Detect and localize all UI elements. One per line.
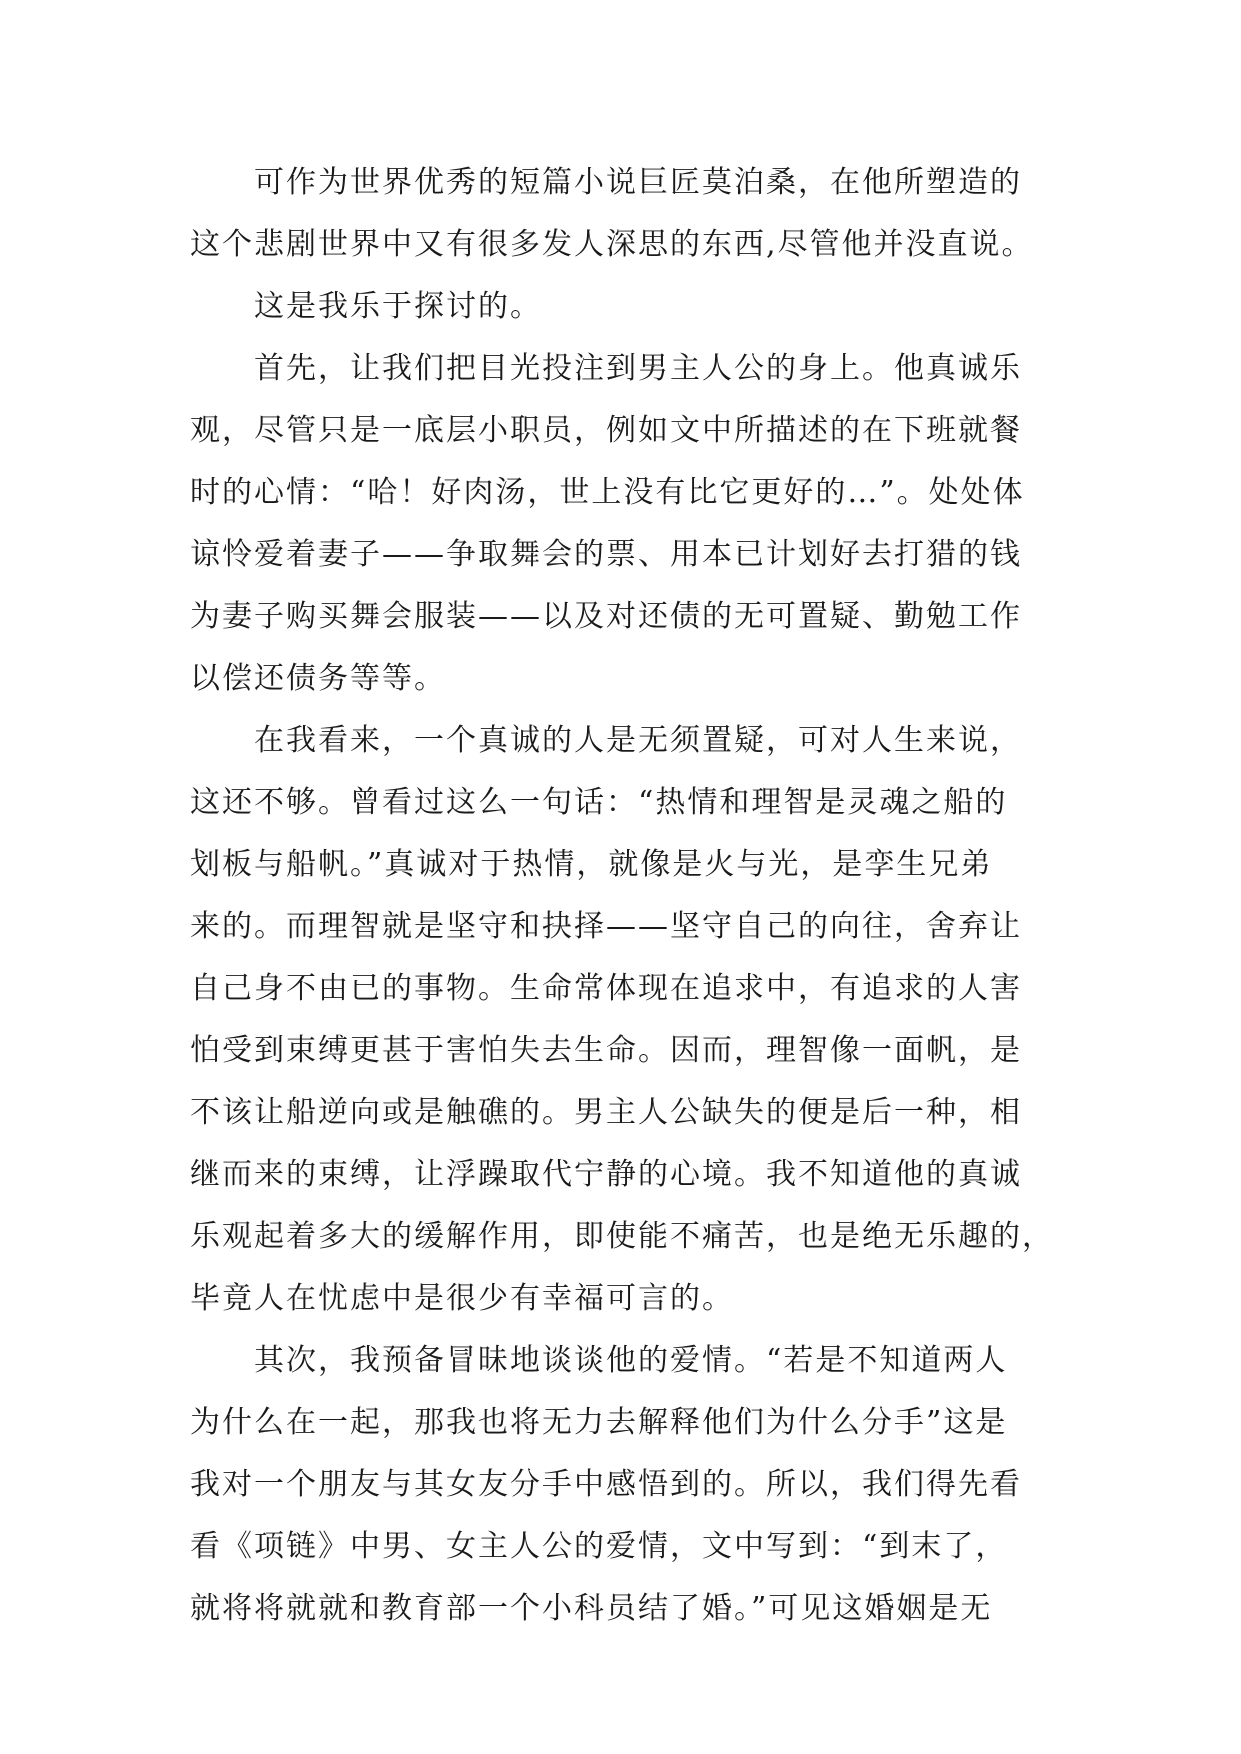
text-line: 时的心情：“哈！好肉汤，世上没有比它更好的…”。处处体 — [190, 475, 1025, 510]
text-line: 这是我乐于探讨的。 — [254, 289, 542, 324]
text-line: 为什么在一起，那我也将无力去解释他们为什么分手”这是 — [190, 1405, 1008, 1440]
text-line: 其次，我预备冒昧地谈谈他的爱情。“若是不知道两人 — [254, 1343, 1008, 1378]
text-line: 我对一个朋友与其女友分手中感悟到的。所以，我们得先看 — [190, 1467, 1022, 1502]
text-line: 首先，让我们把目光投注到男主人公的身上。他真诚乐 — [254, 351, 1022, 386]
text-line: 划板与船帆。”真诚对于热情，就像是火与光，是孪生兄弟 — [190, 847, 993, 882]
text-line: 看《项链》中男、女主人公的爱情，文中写到：“到末了， — [190, 1529, 1008, 1564]
text-line: 就将将就就和教育部一个小科员结了婚。”可见这婚姻是无 — [190, 1591, 993, 1626]
text-line: 怕受到束缚更甚于害怕失去生命。因而，理智像一面帆，是 — [190, 1033, 1022, 1068]
text-line: 乐观起着多大的缓解作用，即使能不痛苦，也是绝无乐趣的， — [190, 1219, 1054, 1254]
text-line: 这还不够。曾看过这么一句话：“热情和理智是灵魂之船的 — [190, 785, 1008, 820]
text-line: 以偿还债务等等。 — [190, 661, 446, 696]
text-line: 继而来的束缚，让浮躁取代宁静的心境。我不知道他的真诚 — [190, 1157, 1022, 1192]
text-line: 毕竟人在忧虑中是很少有幸福可言的。 — [190, 1281, 734, 1316]
text-line: 为妻子购买舞会服装——以及对还债的无可置疑、勤勉工作 — [190, 599, 1022, 634]
text-line: 来的。而理智就是坚守和抉择——坚守自己的向往，舍弃让 — [190, 909, 1022, 944]
text-line: 这个悲剧世界中又有很多发人深思的东西,尽管他并没直说。 — [190, 227, 1034, 262]
text-line: 可作为世界优秀的短篇小说巨匠莫泊桑，在他所塑造的 — [254, 165, 1022, 200]
text-line: 自己身不由已的事物。生命常体现在追求中，有追求的人害 — [190, 971, 1022, 1006]
text-line: 在我看来，一个真诚的人是无须置疑，可对人生来说， — [254, 723, 1022, 758]
document-body — [190, 158, 1070, 1646]
text-line: 观，尽管只是一底层小职员，例如文中所描述的在下班就餐 — [190, 413, 1022, 448]
text-line: 谅怜爱着妻子——争取舞会的票、用本已计划好去打猎的钱 — [190, 537, 1022, 572]
text-line: 不该让船逆向或是触礁的。男主人公缺失的便是后一种，相 — [190, 1095, 1022, 1130]
